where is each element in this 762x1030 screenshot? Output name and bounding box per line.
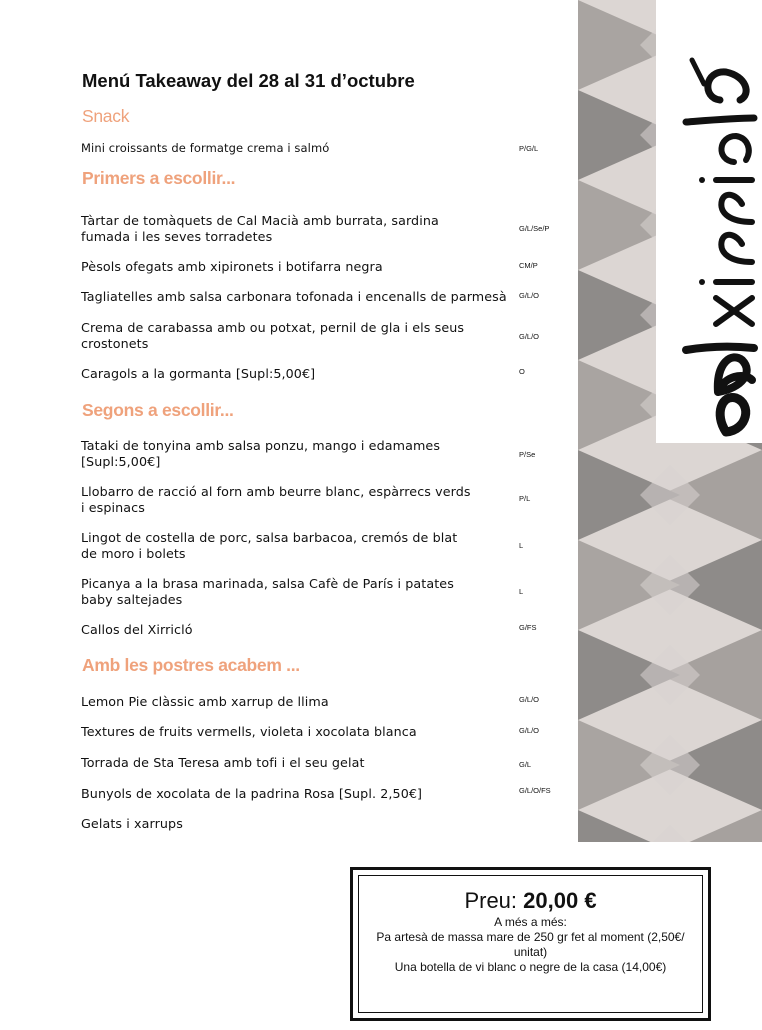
dish-item: Picanya a la brasa marinada, salsa Cafè de París i patates baby saltejades [81,576,454,607]
allergen-code: L [519,541,524,550]
allergen-code: P/G/L [519,144,539,153]
logo-panel [656,0,762,443]
extras-heading: A més a més: [494,915,567,929]
allergen-code: G/FS [519,623,537,632]
dish-item: Tagliatelles amb salsa carbonara tofonada i encenalls de parmesà [81,289,507,304]
dish-item: Tataki de tonyina amb salsa ponzu, mango i edamames [Supl:5,00€] [81,438,441,469]
allergen-code: O [519,367,525,376]
dish-item: Lingot de costella de porc, salsa barbacoa, cremós de blat de moro i bolets [81,530,458,561]
dish-item: Callos del Xirricló [81,622,193,637]
allergen-code: G/L/Se/P [519,224,550,233]
allergen-code: G/L/O [519,695,540,704]
allergen-code: G/L [519,760,532,769]
allergen-code: G/L/O [519,332,540,341]
dish-item: Crema de carabassa amb ou potxat, pernil de gla i els seus crostonets [81,320,465,351]
section-heading-primers: Primers a escollir... [82,168,236,188]
price-extras [359,915,702,975]
section-heading-snack: Snack [82,106,130,126]
allergen-code: G/L/O [519,726,540,735]
menu-title: Menú Takeaway del 28 al 31 d’octubre [82,70,415,91]
extras-item: Una botella de vi blanc o negre de la casa (14,00€) [394,960,667,974]
dish-item: Torrada de Sta Teresa amb tofi i el seu gelat [81,755,365,770]
dish-item: Tàrtar de tomàquets de Cal Macià amb burrata, sardina fumada i les seves torradetes [81,213,439,244]
extras-item: Pa artesà de massa mare de 250 gr fet al moment (2,50€/ unitat) [376,930,685,959]
price-box [350,867,711,1021]
dish-item: Gelats i xarrups [81,816,183,831]
section-heading-postres: Amb les postres acabem ... [82,655,300,675]
dish-item: Mini croissants de formatge crema i salmó [81,141,330,155]
brand-logo [656,0,762,443]
allergen-code: L [519,587,524,596]
dish-item: Bunyols de xocolata de la padrina Rosa [Supl. 2,50€] [81,786,423,801]
price-value: 20,00 € [523,888,597,913]
dish-item: Caragols a la gormanta [Supl:5,00€] [81,366,316,381]
allergen-code: P/Se [519,450,536,459]
dish-item: Textures de fruits vermells, violeta i xocolata blanca [81,724,417,739]
section-heading-segons: Segons a escollir... [82,400,234,420]
allergen-code: P/L [519,494,531,503]
allergen-code: G/L/O/FS [519,786,551,795]
dish-item: Lemon Pie clàssic amb xarrup de llima [81,694,329,709]
dish-item: Pèsols ofegats amb xipironets i botifarra negra [81,259,383,274]
allergen-code: CM/P [519,261,538,270]
dish-item: Llobarro de racció al forn amb beurre blanc, espàrrecs verds i espinacs [81,484,471,515]
price-label: Preu: [464,888,518,913]
price-line [353,888,708,914]
allergen-code: G/L/O [519,291,540,300]
